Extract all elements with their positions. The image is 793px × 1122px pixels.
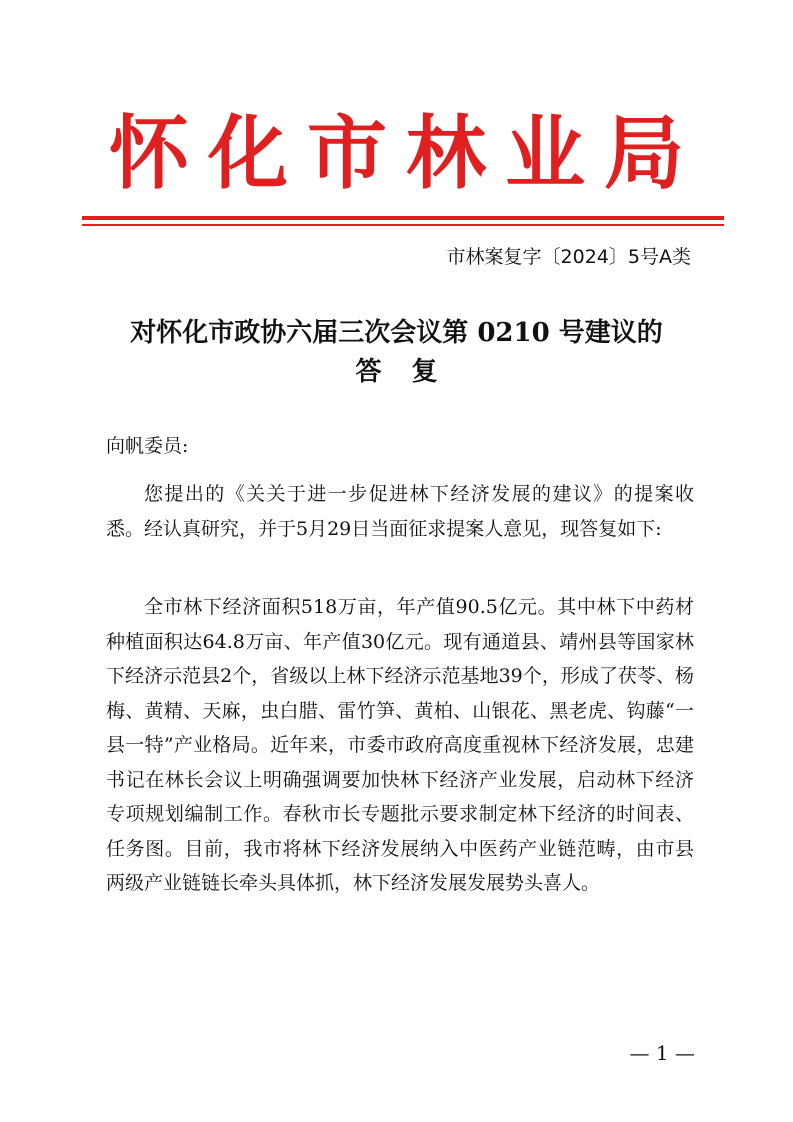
body-paragraph: 您提出的《关关于进一步促进林下经济发展的建议》的提案收悉。经认真研究，并于5月29日当面征求提案人意见，现答复如下: xyxy=(106,483,694,540)
document-number: 市林案复字〔2024〕5号A类 xyxy=(446,246,691,268)
document-title-line-1: 对怀化市政协六届三次会议第 0210 号建议的 xyxy=(130,318,663,348)
header-rule-thin xyxy=(82,224,724,226)
header-rule-thick xyxy=(82,216,724,220)
agency-masthead: 怀化市林业局 xyxy=(109,107,703,200)
salutation: 向帆委员: xyxy=(106,435,189,457)
body-paragraph: 全市林下经济面积518万亩，年产值90.5亿元。其中林下中药材种植面积达64.8万亩、年产值30亿元。现有通道县、靖州县等国家林下经济示范县2个，省级以上林下经济示范基地39个，形成了茯苓、杨梅、黄精、天麻，虫白腊、雷竹笋、黄柏、山银花、黑老虎、钩藤“一县一特”产业格局。近年来，市委市政府高度重视林下经济发展，忠建书记在林长会议上明确强调要加快林下经济产业发展，启动林下经济专项规划编制工作。春秋市长专题批示要求制定林下经济的时间表、任务图。目前，我市将林下经济发展纳入中医药产业链范畴，由市县两级产业链链长牵头具体抓，林下经济发展发展势头喜人。 xyxy=(106,596,694,894)
page-number: — 1 — xyxy=(629,1041,695,1065)
document-title-line-2: 答复 xyxy=(355,357,468,387)
